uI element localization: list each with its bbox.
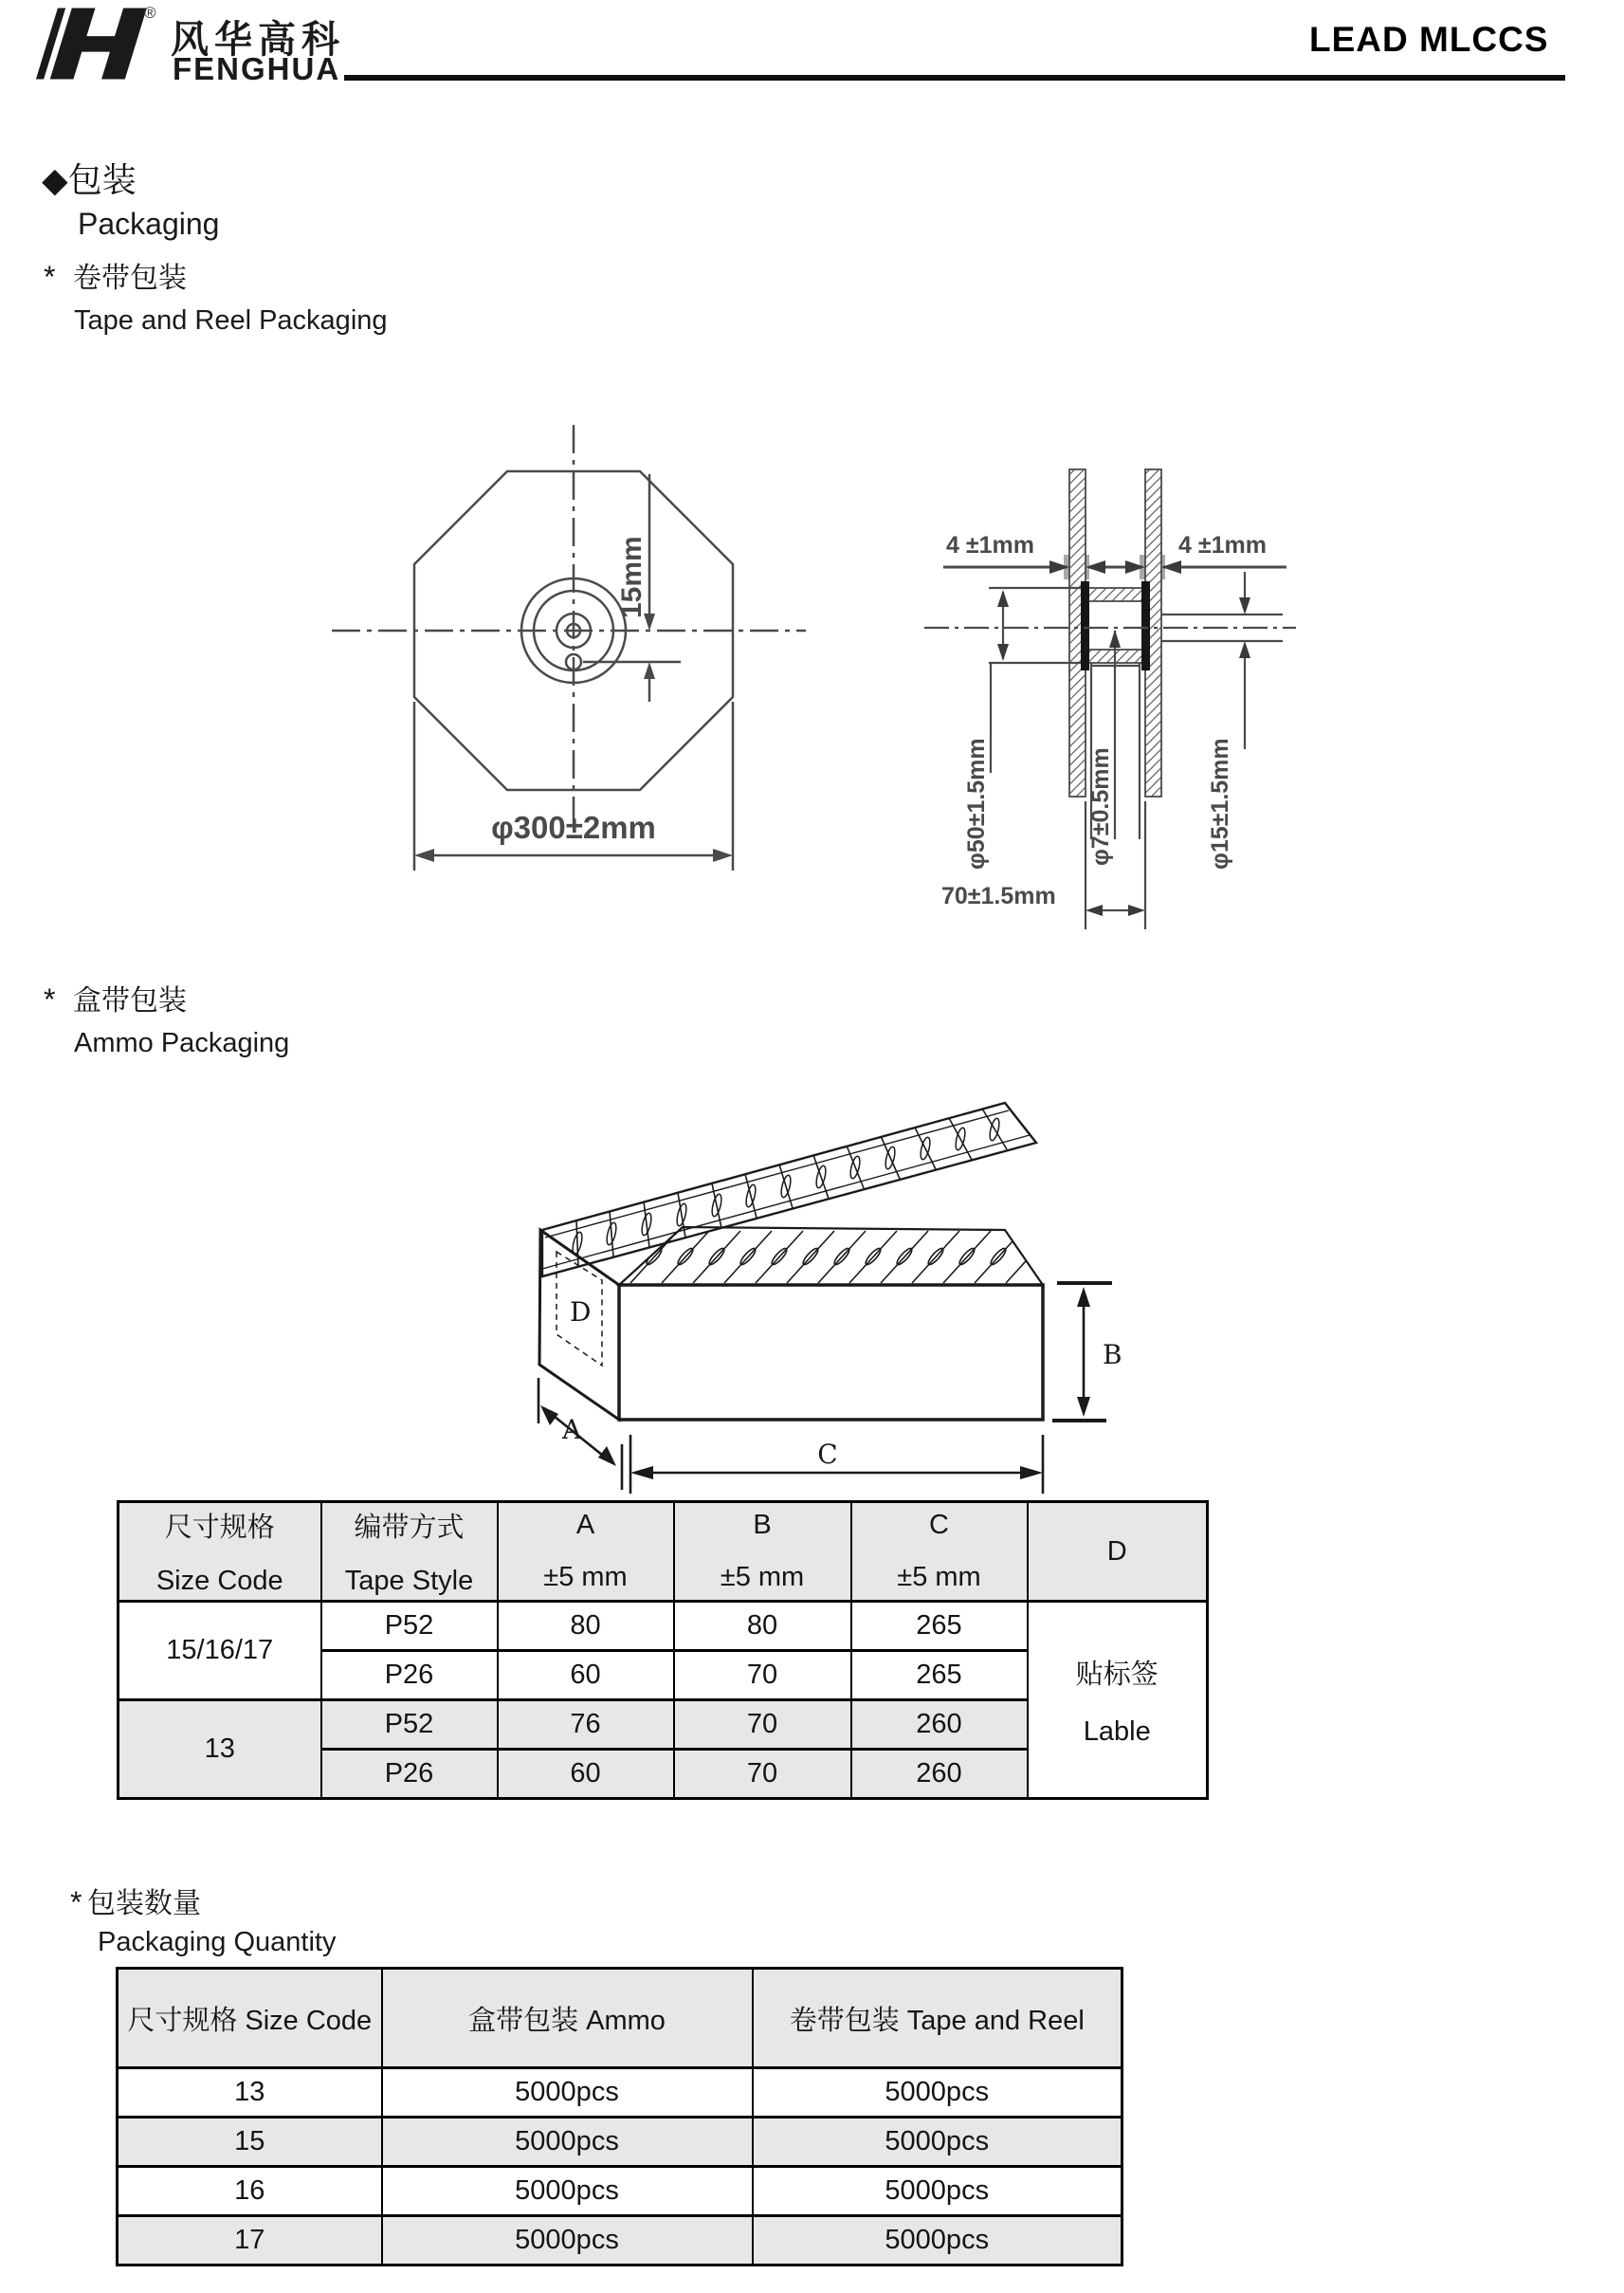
width-dim-label: 70±1.5mm	[941, 883, 1056, 909]
section-packaging-cn: ◆包装	[42, 160, 137, 199]
col-ammo: 盒带包装 Ammo	[382, 1969, 753, 2068]
box-dim-a-label: A	[562, 1414, 582, 1445]
hub-top	[1086, 588, 1145, 601]
col-size-code: 尺寸规格 Size Code	[119, 1502, 321, 1602]
asterisk-marker: *	[44, 982, 56, 1017]
bore-dim-label: φ7±0.5mm	[1087, 747, 1114, 866]
col-d: D	[1028, 1502, 1208, 1602]
core-dim-label: φ15±1.5mm	[1207, 738, 1233, 870]
subsection-qty-cn: * 包装数量	[70, 1885, 201, 1919]
flange-dim-left-label: 4 ±1mm	[946, 532, 1034, 559]
col-size-code: 尺寸规格 Size Code	[118, 1969, 382, 2068]
reel-side-drawing	[905, 431, 1313, 948]
ammo-box-drawing	[488, 1076, 1171, 1506]
col-tape-style: 编带方式 Tape Style	[321, 1502, 498, 1602]
subsection-ammo-cn: * 盒带包装	[44, 982, 187, 1017]
page-title: LEAD MLCCS	[1309, 20, 1549, 59]
diamond-bullet-icon: ◆	[42, 160, 68, 199]
table-row: 16 5000pcs 5000pcs	[118, 2167, 1122, 2216]
box-dim-b-label: B	[1103, 1339, 1122, 1370]
col-c: C ±5 mm	[851, 1502, 1028, 1602]
col-b: B ±5 mm	[674, 1502, 851, 1602]
box-top-face	[619, 1227, 1043, 1285]
asterisk-marker: *	[70, 1885, 82, 1919]
hub-od-dim-label: φ50±1.5mm	[963, 738, 990, 870]
table-row: P26 60 70 260	[119, 1750, 1208, 1799]
quantity-table	[116, 1967, 1123, 2266]
flange-dim-right-label: 4 ±1mm	[1178, 532, 1267, 559]
subsection-ammo-en: Ammo Packaging	[74, 1028, 290, 1058]
section-packaging-en: Packaging	[78, 207, 220, 241]
reel-outer-dim-label: φ300±2mm	[491, 810, 656, 845]
reel-front-drawing	[218, 417, 844, 896]
dimension-table-header-row	[119, 1502, 1208, 1602]
subsection-tape-reel-cn: * 卷带包装	[44, 260, 187, 294]
brand-name-cn: 风华高科	[171, 19, 345, 61]
box-front-face	[619, 1285, 1043, 1420]
table-row: 15 5000pcs 5000pcs	[118, 2118, 1122, 2167]
asterisk-marker: *	[44, 260, 56, 294]
header-rule	[344, 75, 1565, 81]
box-dim-d-label: D	[570, 1296, 592, 1328]
col-tape-reel: 卷带包装 Tape and Reel	[753, 1969, 1122, 2068]
subsection-qty-en: Packaging Quantity	[98, 1927, 337, 1957]
table-row: 13 P52 76 70 260	[119, 1700, 1208, 1750]
subsection-tape-reel-en: Tape and Reel Packaging	[74, 305, 388, 336]
table-row: 15/16/17 P52 80 80 265 贴标签 Lable	[119, 1602, 1208, 1651]
size-group-1: 15/16/17	[119, 1602, 321, 1700]
col-a: A ±5 mm	[498, 1502, 674, 1602]
dimension-table	[117, 1500, 1209, 1800]
registered-mark: ®	[144, 4, 156, 22]
d-note-cell: 贴标签 Lable	[1028, 1602, 1208, 1799]
table-row: P26 60 70 265	[119, 1651, 1208, 1700]
table-row: 13 5000pcs 5000pcs	[118, 2068, 1122, 2118]
reel-hub-dim-label: 15mm	[616, 536, 648, 618]
quantity-table-header-row	[118, 1969, 1122, 2068]
brand-name-en: FENGHUA	[173, 51, 341, 86]
size-group-2: 13	[119, 1700, 321, 1799]
fenghua-logo-icon	[27, 6, 159, 82]
box-dim-c-label: C	[817, 1439, 838, 1470]
table-row: 17 5000pcs 5000pcs	[118, 2216, 1122, 2265]
